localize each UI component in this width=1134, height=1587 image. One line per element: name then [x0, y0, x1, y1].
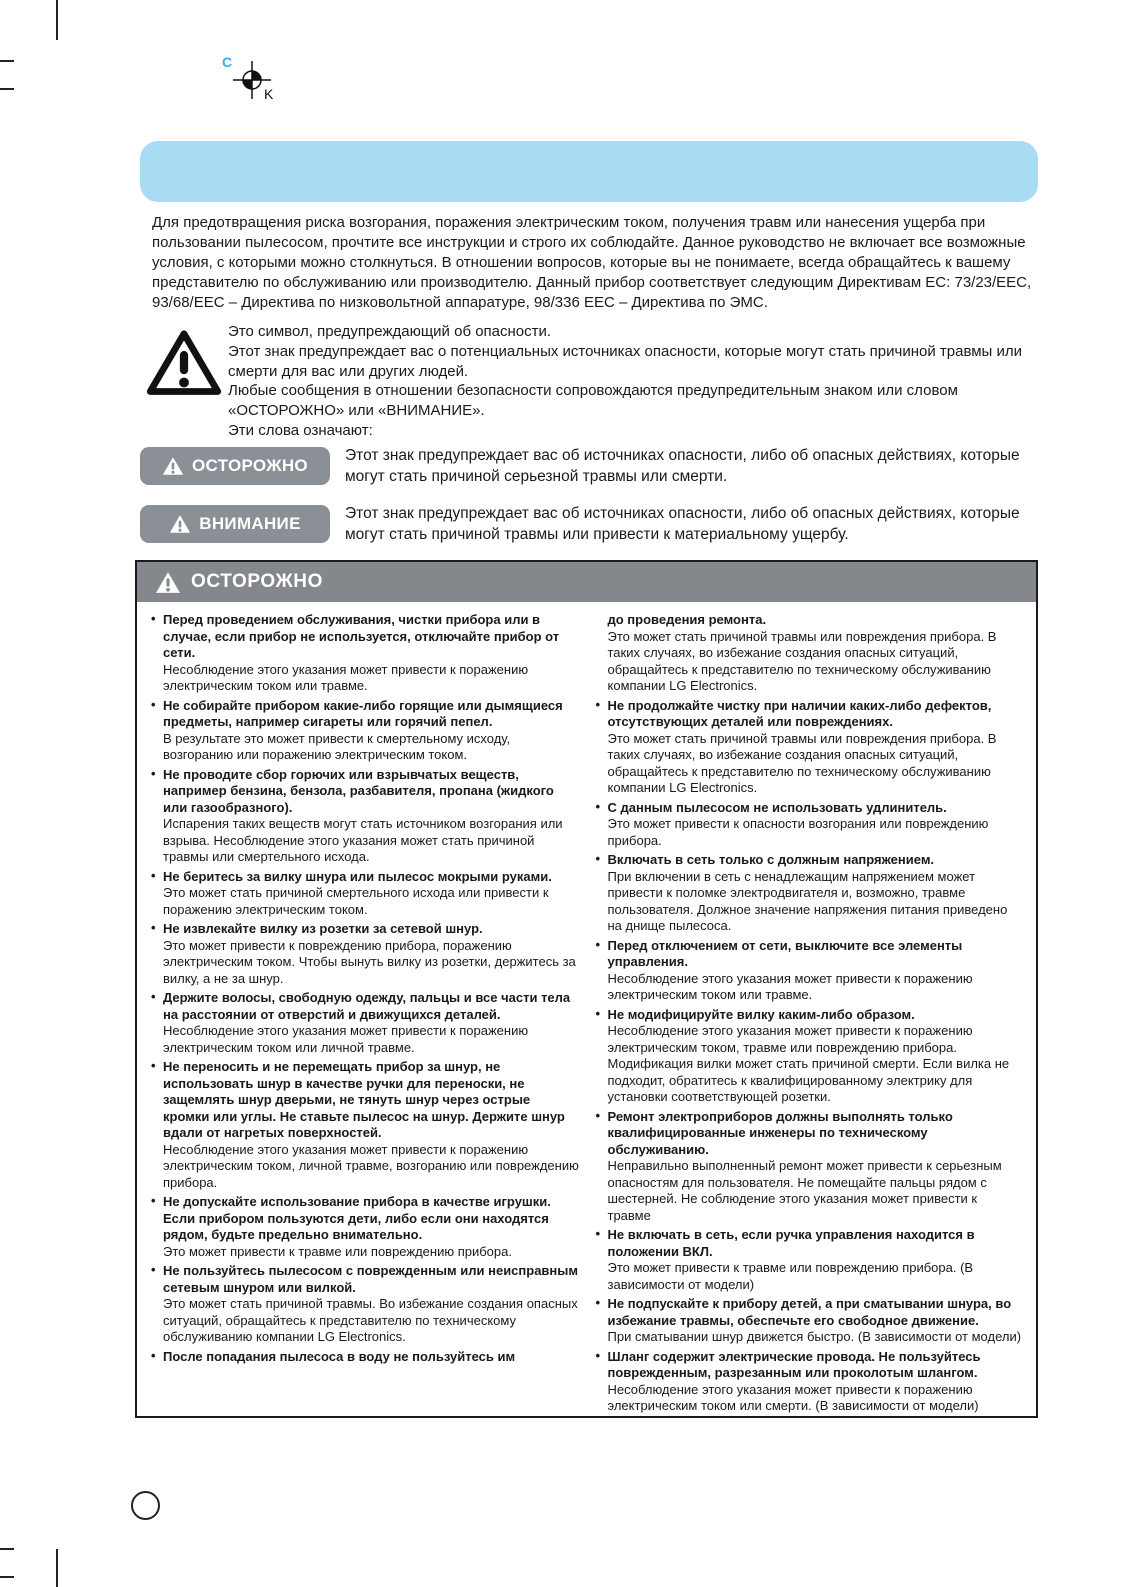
warning-item [596, 1349, 1025, 1415]
warning-item-title: • Не пользуйтесь пылесосом с поврежденным или неисправным сетевым шнуром или вилкой. [163, 1263, 578, 1295]
warning-item-title: • После попадания пылесоса в воду не пользуйтесь им [163, 1348, 516, 1364]
warning-badge [140, 447, 330, 485]
warning-item-body: Несоблюдение этого указания может привести к поражению электрическим током или травме. [607, 970, 973, 1002]
warning-item-title: • Не проводите сбор горючих или взрывчатых веществ, например бензина, бензола, разбавителя, пропана (жидкого или газообразного). [163, 766, 554, 815]
symbol-explanation [228, 322, 1042, 441]
warning-item-body: При сматывании шнур движется быстро. (В зависимости от модели) [607, 1329, 1022, 1344]
warning-item [151, 869, 580, 919]
warning-item-body: Это может привести к травме или повреждению прибора. [163, 1243, 512, 1259]
crop-mark [0, 1576, 14, 1578]
symbol-line: Это символ, предупреждающий об опасности. [228, 323, 552, 340]
warning-item [596, 1007, 1025, 1106]
warning-triangle-icon [146, 330, 222, 401]
crop-mark [0, 60, 14, 62]
symbol-line: Этот знак предупреждает вас о потенциальных источниках опасности, которые могут стать причиной травмы или смерти для вас или других людей. [228, 342, 1023, 380]
warning-item-body: Неправильно выполненный ремонт может привести к серьезным опасностям для пользователя. Не помещайте пальцы рядом с шестерней. Не соблюдение этого указания может привести к травме [607, 1158, 1002, 1223]
warning-item [596, 800, 1025, 850]
caution-badge-label: ВНИМАНИЕ [199, 514, 301, 533]
warning-box-header [137, 562, 1036, 602]
warning-item-body: Это может стать причиной травмы или повреждения прибора. В таких случаях, во избежание создания опасных ситуаций, обращайтесь к представителю по техническому обслуживанию компании LG Electronics. [607, 628, 997, 693]
section-header-band [140, 141, 1038, 202]
warning-box-body [137, 602, 1036, 1418]
warning-box [135, 560, 1038, 1418]
warning-item-body: Несоблюдение этого указания может привести к поражению электрическим током или личной травме. [163, 1023, 529, 1055]
warning-item-title: • Не модифицируйте вилку каким-либо образом. [607, 1006, 915, 1022]
warning-item [596, 698, 1025, 797]
warning-item-title: • Держите волосы, свободную одежду, пальцы и все части тела на расстоянии от отверстий и движущихся деталей. [163, 990, 571, 1022]
warning-item-title: до проведения ремонта. [607, 612, 767, 627]
warning-item [151, 990, 580, 1056]
warning-item-title: • Не допускайте использование прибора в качестве игрушки. Если прибором пользуются дети, либо если они находятся рядом, будьте предельно внимательно. [163, 1194, 551, 1242]
symbol-line: Эти слова означают: [228, 421, 373, 439]
warning-item [596, 1109, 1025, 1225]
warning-item-title: • Не переносить и не перемещать прибор за шнур, не использовать шнур в качестве ручки для переноски, не защемлять шнур дверьми, не тянуть шнур через острые кромки или углы. Не ставьте пылесос на шнур. Держите шнур вдали от нагретых поверхностей. [163, 1059, 565, 1140]
warning-item [596, 1296, 1025, 1346]
registration-label-k: K [264, 86, 274, 102]
warning-item-body: Несоблюдение этого указания может привести к поражению электрическим током, личной травме, возгоранию или повреждению прибора. [163, 1141, 579, 1190]
warning-item-title: • Не собирайте прибором какие-либо горящие или дымящиеся предметы, например сигареты или горячий пепел. [163, 697, 563, 729]
warning-item [151, 1194, 580, 1260]
warning-item-title: • Не включать в сеть, если ручка управления находится в положении ВКЛ. [607, 1227, 975, 1259]
warning-item [151, 1349, 580, 1366]
warning-item [596, 852, 1025, 935]
warning-item-title: • Не продолжайте чистку при наличии каких-либо дефектов, отсутствующих деталей или повреждениях. [607, 697, 992, 729]
warning-item-body: Это может привести к повреждению прибора, поражению электрическим током. Чтобы вынуть вилку из розетки, держитесь за вилку, а не за шнур. [163, 937, 576, 986]
warning-item-body: Несоблюдение этого указания может привести к поражению электрическим током или смерти. (В зависимости от модели) [607, 1381, 979, 1413]
warning-badge-label: ОСТОРОЖНО [192, 456, 308, 475]
warning-item [151, 698, 580, 764]
warning-item-body: Это может стать причиной смертельного исхода или привести к поражению электрическим током. [163, 885, 549, 917]
warning-item-body: При включении в сеть с ненадлежащим напряжением может привести к поломке электродвигателя и, возможно, травме пользователя. Должное значение напряжения питания приведено на днище пылесоса. [607, 868, 1008, 933]
crop-mark [0, 1548, 14, 1550]
warning-item-title: • Шланг содержит электрические провода. Не пользуйтесь поврежденным, разрезанным или проколотым шлангом. [607, 1348, 981, 1380]
warning-item-title: • Включать в сеть только с должным напряжением. [607, 852, 935, 867]
warning-item [596, 612, 1025, 695]
warning-item-title: • С данным пылесосом не использовать удлинитель. [607, 799, 947, 815]
warning-item-body: Это может привести к опасности возгорания или повреждению прибора. [607, 816, 989, 848]
warning-item-body: Это может стать причиной травмы. Во избежание создания опасных ситуаций, обращайтесь к представителю по техническому обслуживанию компании LG Electronics. [163, 1296, 578, 1344]
caution-badge-description: Этот знак предупреждает вас об источниках опасности, либо об опасных действиях, которые могут стать причиной травмы или привести к материальному ущербу. [345, 505, 1020, 543]
warning-triangle-icon [169, 514, 191, 534]
warning-item-body: Это может стать причиной травмы или повреждения прибора. В таких случаях, во избежание создания опасных ситуаций, обращайтесь к представителю по техническому обслуживанию компании LG Electronics. [607, 730, 997, 795]
warning-item-body: В результате это может привести к смертельному исходу, возгоранию или поражению электрическим током. [163, 730, 511, 762]
warning-item-title: • Перед проведением обслуживания, чистки прибора или в случае, если прибор не используется, отключайте прибор от сети. [163, 612, 560, 660]
warning-triangle-icon [155, 571, 181, 594]
caution-badge [140, 505, 330, 543]
warning-item-title: • Не подпускайте к прибору детей, а при сматывании шнура, во избежание травмы, обеспечьте его свободное движение. [607, 1296, 1012, 1328]
crop-mark [0, 88, 14, 90]
warning-item [596, 1227, 1025, 1293]
warning-item-body: Испарения таких веществ могут стать источником возгорания или взрыва. Несоблюдение этого указания может стать причиной травмы или смертельного исхода. [163, 816, 563, 864]
warning-box-title: ОСТОРОЖНО [191, 571, 323, 592]
warning-item [151, 1059, 580, 1191]
warning-item [151, 612, 580, 695]
warning-item-body: Это может привести к травме или повреждению прибора. (В зависимости от модели) [607, 1260, 974, 1292]
crop-mark [56, 1549, 58, 1587]
crop-mark [56, 0, 58, 40]
warning-item-body: Несоблюдение этого указания может привести к поражению электрическим током, травме или повреждению прибора. Модификация вилки может стать причиной смерти. Если вилка не подходит, обратитесь к квалифицированному электрику для установки соответствующей розетки. [607, 1023, 1010, 1104]
page-marker-circle [131, 1491, 160, 1520]
warning-column-right [596, 612, 1025, 1418]
warning-item-body: Несоблюдение этого указания может привести к поражению электрическим током или травме. [163, 661, 529, 693]
warning-column-left [151, 612, 580, 1418]
symbol-line: Любые сообщения в отношении безопасности сопровождаются предупредительным знаком или словом «ОСТОРОЖНО» или «ВНИМАНИЕ». [228, 382, 958, 420]
warning-badge-description: Этот знак предупреждает вас об источниках опасности, либо об опасных действиях, которые могут стать причиной серьезной травмы или смерти. [345, 447, 1020, 485]
warning-item [151, 921, 580, 987]
warning-item-title: • Перед отключением от сети, выключите все элементы управления. [607, 937, 963, 969]
warning-item [151, 767, 580, 866]
warning-item [151, 1263, 580, 1346]
warning-item [596, 938, 1025, 1004]
warning-triangle-icon [162, 456, 184, 476]
registration-label-c: C [222, 54, 233, 70]
warning-item-title: • Ремонт электроприборов должны выполнять только квалифицированные инженеры по техническому обслуживанию. [607, 1108, 953, 1157]
intro-paragraph: Для предотвращения риска возгорания, поражения электрическим током, получения травм или нанесения ущерба при пользовании пылесосом, прочтите все инструкции и строго их соблюдайте. Данное руководство не включает все возможные условия, с которыми можно столкнуться. В отношении вопросов, которые вы не понимаете, всегда обращайтесь к вашему представителю по обслуживанию или производителю. Данный прибор соответствует следующим Директивам ЕС: 73/23/EEC, 93/68/EEC – Директива по низковольтной аппаратуре, 98/336 EEC – Директива по ЭМС. [152, 214, 1032, 312]
warning-item-title: • Не извлекайте вилку из розетки за сетевой шнур. [163, 921, 483, 936]
warning-item-title: • Не беритесь за вилку шнура или пылесос мокрыми руками. [163, 868, 552, 884]
